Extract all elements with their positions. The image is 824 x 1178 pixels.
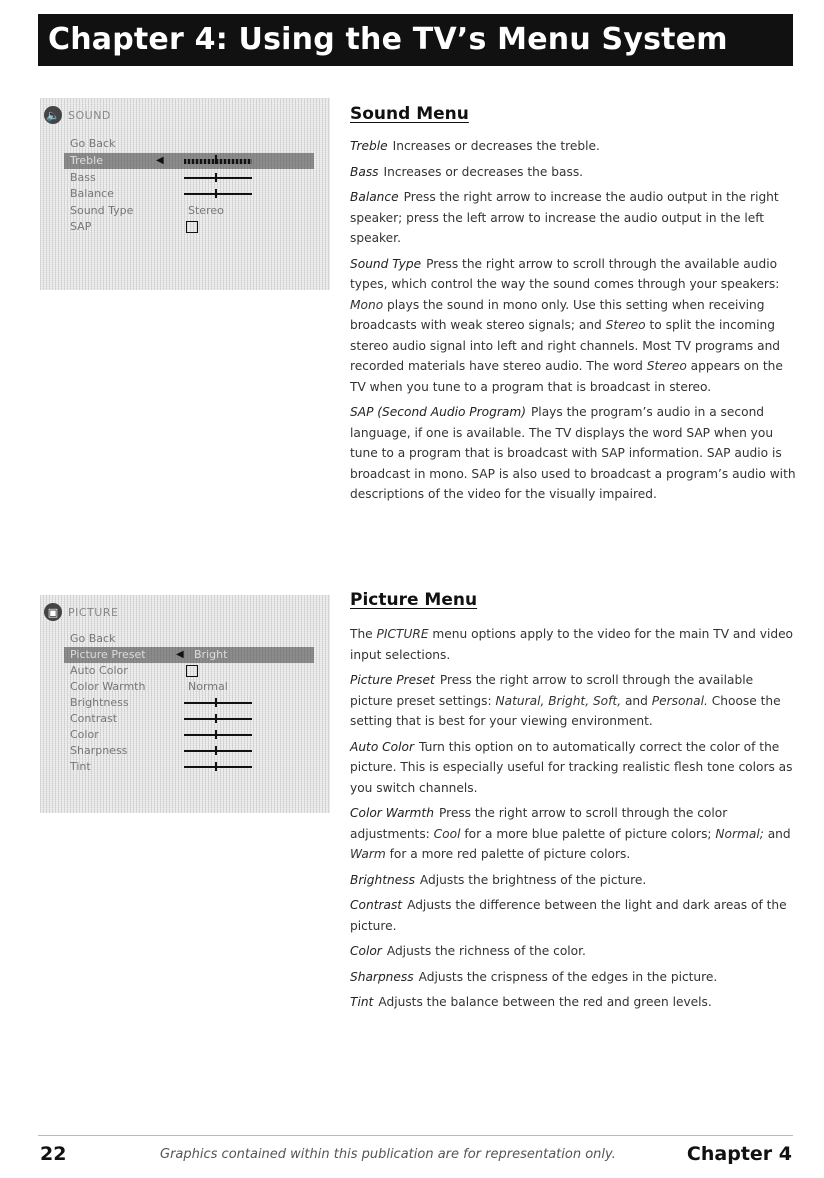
osd-row-contrast (64, 711, 314, 727)
definition-auto-color (350, 737, 796, 799)
term: Sharpness (350, 969, 414, 984)
emphasis: PICTURE (376, 627, 429, 641)
definition-balance (350, 187, 796, 249)
osd-row-sound-type (64, 203, 314, 219)
definition-text: Choose the setting that is best for your viewing environment. (350, 693, 781, 728)
emphasis: Personal. (651, 693, 708, 708)
definition-text: plays the sound in mono only. Use this setting when receiving broadcasts with weak stereo signals; and (350, 297, 765, 332)
auto-color-checkbox (186, 665, 198, 677)
term: Picture Preset (350, 673, 435, 687)
osd-row-tint (64, 759, 314, 775)
osd-row-label: Go Back (70, 137, 116, 150)
tv-picture-icon: ▣ (44, 603, 62, 621)
tint-slider (184, 766, 252, 768)
definition-text: and (621, 693, 652, 708)
definition-sap (350, 402, 796, 505)
term: Brightness (350, 872, 415, 887)
slider-knob (215, 762, 217, 771)
definition-color (350, 941, 796, 962)
definition-text: appears on the TV when you tune to a program that is broadcast in stereo. (350, 359, 783, 394)
osd-row-bass (64, 170, 314, 186)
slider-knob (215, 698, 217, 707)
definition-text: Increases or decreases the treble. (392, 139, 600, 153)
osd-row-label: Treble (70, 154, 103, 167)
osd-row-label: Contrast (70, 712, 118, 725)
osd-title-label: SOUND (68, 108, 111, 122)
osd-row-balance (64, 186, 314, 202)
osd-row-go-back (64, 631, 314, 647)
emphasis: Stereo (605, 318, 646, 332)
definition-tint (350, 992, 796, 1013)
left-arrow-icon: ◀ (156, 155, 164, 166)
picture-menu-heading: Picture Menu (350, 590, 478, 610)
term: SAP (Second Audio Program) (350, 405, 526, 419)
chapter-title: Chapter 4: Using the TV’s Menu System (48, 22, 728, 57)
term: Auto Color (350, 739, 414, 754)
slider-knob (215, 746, 217, 755)
osd-row-sap (64, 219, 314, 235)
definition-text: for a more blue palette of picture colors; (460, 826, 716, 841)
contrast-slider (184, 718, 252, 720)
osd-row-value: Stereo (188, 204, 224, 217)
sharpness-slider (184, 750, 252, 752)
speaker-icon: 🔈 (44, 106, 62, 124)
definition-text: Increases or decreases the bass. (383, 164, 584, 179)
definition-text: Adjusts the difference between the light and dark areas of the picture. (350, 898, 787, 933)
left-arrow-icon: ◀ (176, 649, 184, 660)
picture-intro (350, 624, 796, 665)
slider-knob (215, 173, 217, 182)
osd-row-label: Color (70, 728, 99, 741)
page-number: 22 (40, 1143, 67, 1165)
definition-text: Press the right arrow to increase the audio output in the right speaker; press the left arrow to increase the audio output in the left speaker. (350, 190, 779, 245)
osd-row-label: Tint (70, 760, 91, 773)
definition-sharpness (350, 967, 796, 988)
osd-row-label: Bass (70, 171, 96, 184)
definition-picture-preset (350, 670, 796, 732)
emphasis: Natural, Bright, Soft, (495, 693, 622, 708)
picture-menu-description (350, 624, 796, 1018)
term: Bass (350, 164, 379, 179)
term: Tint (350, 995, 374, 1009)
slider-knob (215, 155, 217, 164)
definition-text: Turn this option on to automatically correct the color of the picture. This is especially useful for tracking realistic flesh tone colors as you switch channels. (350, 739, 793, 795)
osd-title-label: PICTURE (68, 605, 119, 619)
osd-row-label: Sound Type (70, 204, 134, 217)
osd-row-label: Sharpness (70, 744, 128, 757)
osd-row-color (64, 727, 314, 743)
definition-text: Adjusts the balance between the red and green levels. (378, 995, 712, 1009)
osd-row-label: Auto Color (70, 664, 128, 677)
intro-text: menu options apply to the video for the main TV and video input selections. (350, 627, 794, 662)
term: Balance (350, 190, 399, 204)
definition-text: Adjusts the crispness of the edges in the picture. (418, 969, 718, 984)
osd-row-color-warmth (64, 679, 314, 695)
definition-text: to split the incoming stereo audio signal into left and right channels. Most TV programs and recorded materials have stereo audio. The word (350, 318, 781, 373)
sound-menu-screenshot (40, 98, 330, 290)
term: Sound Type (350, 256, 422, 271)
sap-checkbox (186, 221, 198, 233)
term: Contrast (350, 898, 403, 912)
term: Color Warmth (350, 806, 434, 820)
definition-bass (350, 162, 796, 183)
osd-row-label: Go Back (70, 632, 116, 645)
footer-disclaimer: Graphics contained within this publication are for representation only. (160, 1147, 616, 1162)
osd-row-sharpness (64, 743, 314, 759)
osd-row-label: Brightness (70, 696, 129, 709)
osd-row-treble (64, 153, 314, 169)
osd-row-go-back (64, 136, 314, 152)
osd-row-picture-preset (64, 647, 314, 663)
term: Color (350, 944, 382, 958)
slider-knob (215, 730, 217, 739)
definition-text: and (763, 826, 791, 841)
definition-sound-type (350, 254, 796, 398)
intro-text: The (350, 627, 377, 641)
picture-menu-screenshot (40, 595, 330, 813)
osd-row-value: Normal (188, 680, 228, 693)
treble-slider (184, 159, 252, 164)
footer-chapter-label: Chapter 4 (686, 1143, 792, 1165)
brightness-slider (184, 702, 252, 704)
footer-divider (38, 1135, 793, 1136)
chapter-title-bar (38, 14, 793, 66)
osd-row-auto-color (64, 663, 314, 679)
emphasis: Warm (350, 847, 386, 861)
color-slider (184, 734, 252, 736)
emphasis: Mono (350, 297, 384, 312)
definition-text: Plays the program’s audio in a second language, if one is available. The TV displays the word SAP when you tune to a program that is broadcast with SAP information. SAP audio is broadcast in mono. SAP is also used to broadcast a program’s audio with descriptions of the video for the visually impaired. (350, 405, 796, 501)
term: Treble (350, 139, 388, 153)
osd-row-label: Picture Preset (70, 648, 146, 661)
osd-row-label: Balance (70, 187, 114, 200)
definition-text: Press the right arrow to scroll through the available audio types, which control the way the sound comes through your speakers: (350, 256, 780, 291)
slider-knob (215, 189, 217, 198)
osd-title (44, 602, 118, 622)
osd-row-value: Bright (194, 648, 228, 661)
definition-text: Press the right arrow to scroll through the available picture preset settings: (350, 673, 754, 708)
definition-text: for a more red palette of picture colors. (385, 847, 631, 861)
bass-slider (184, 177, 252, 179)
osd-row-label: Color Warmth (70, 680, 146, 693)
emphasis: Stereo (646, 359, 687, 373)
definition-text: Adjusts the brightness of the picture. (419, 872, 647, 887)
osd-row-label: SAP (70, 220, 92, 233)
balance-slider (184, 193, 252, 195)
sound-menu-heading: Sound Menu (350, 104, 469, 124)
slider-knob (215, 714, 217, 723)
definition-brightness (350, 870, 796, 891)
emphasis: Normal; (715, 826, 764, 841)
sound-menu-description (350, 136, 796, 510)
definition-color-warmth (350, 803, 796, 865)
definition-treble (350, 136, 796, 157)
definition-text: Adjusts the richness of the color. (386, 944, 586, 958)
definition-text: Press the right arrow to scroll through the color adjustments: (350, 806, 728, 841)
definition-contrast (350, 895, 796, 936)
emphasis: Cool (433, 826, 461, 841)
osd-row-brightness (64, 695, 314, 711)
osd-title (44, 105, 111, 125)
